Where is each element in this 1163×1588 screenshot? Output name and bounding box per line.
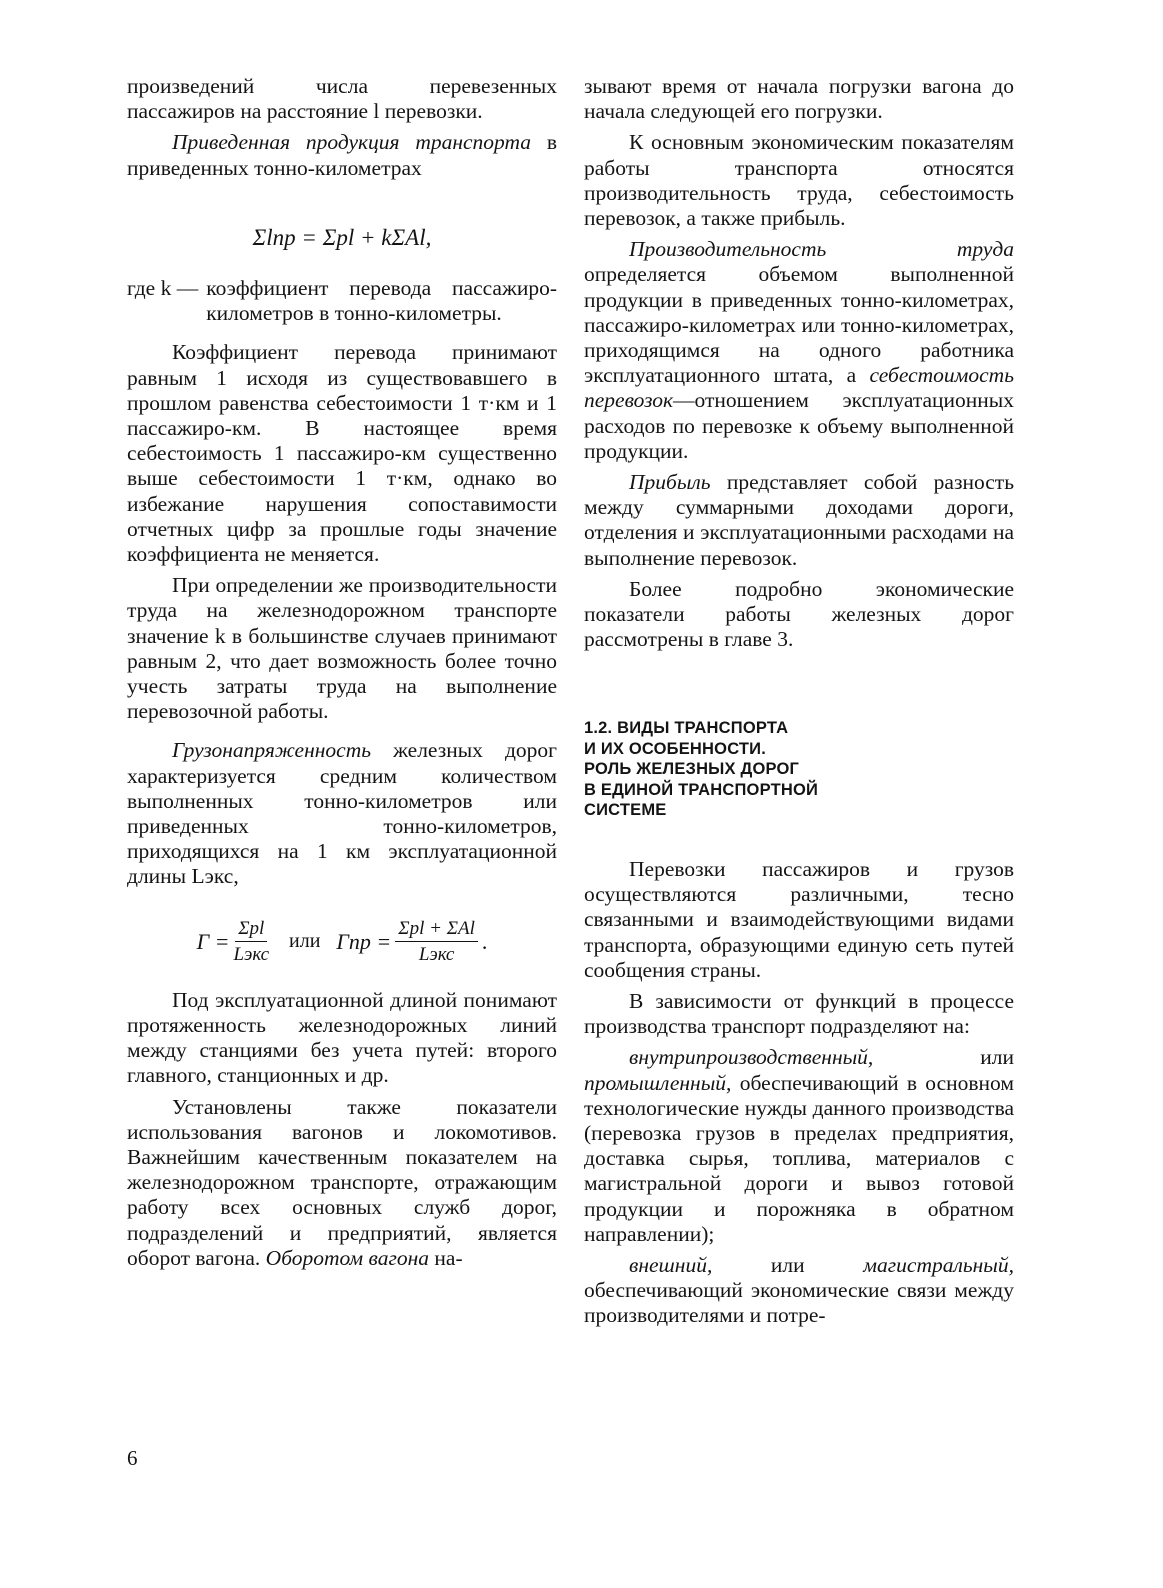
- term: Приведенная продукция транспорта: [172, 130, 532, 155]
- text: Установлены также показатели использования вагонов и локомотивов. Важнейшим качественным показателем на железнодорожном транспорте, отражающим работу всех основных служб дорог, подразделений и предприятий, является оборот вагона.: [127, 1094, 557, 1270]
- paragraph: зывают время от начала погрузки вагона до начала следующей его погрузки.: [584, 74, 1014, 124]
- text: представляет собой разность между суммарными доходами дороги, отделения и эксплуатационными расходами на выполнение перевозок.: [584, 470, 1014, 570]
- paragraph: К основным экономическим показателям работы транспорта относятся производительность труда, себестоимость перевозок, а также прибыль.: [584, 130, 1014, 231]
- term: Производительность труда: [629, 237, 1014, 262]
- term: внешний,: [629, 1253, 713, 1278]
- text: —отношением эксплуатационных расходов по перевозке к объему выполненной продукции.: [584, 388, 1014, 463]
- definition-term: где k —: [127, 276, 199, 301]
- text: обеспечивающий в основном технологические нужды данного производства (перевозка грузов в пределах предприятия, доставка сырья, топлива, материалов с магистральной дороги и вывоз готовой продукции и порожняка в обратном направлении);: [584, 1070, 1014, 1246]
- formula-end: .: [481, 929, 488, 955]
- term: Оборотом вагона: [265, 1245, 430, 1270]
- paragraph: [584, 237, 1014, 464]
- paragraph: Перевозки пассажиров и грузов осуществляются различными, тесно связанными и взаимодействующими видами транспорта, образующими единую сеть путей сообщения страны.: [584, 856, 1014, 982]
- term: магистральный,: [863, 1253, 1014, 1278]
- fraction: [395, 918, 478, 966]
- numerator: Σpl + ΣAl: [395, 918, 478, 942]
- formula-lhs: Г =: [196, 929, 230, 955]
- heading-line: СИСТЕМЕ: [584, 801, 667, 820]
- paragraph: [127, 130, 557, 180]
- text: на-: [429, 1245, 463, 1270]
- term: Грузонапряженность: [172, 738, 372, 763]
- paragraph: [584, 1253, 1014, 1329]
- term: себестоимость перевозок: [584, 363, 1014, 413]
- text: или: [712, 1253, 864, 1278]
- definition: [127, 276, 557, 326]
- right-column: [584, 74, 1014, 1329]
- heading-line: В ЕДИНОЙ ТРАНСПОРТНОЙ: [584, 780, 819, 799]
- paragraph: Под эксплуатационной длиной понимают протяженность железнодорожных линий между станциями без учета путей: второго главного, станционных и др.: [127, 987, 557, 1088]
- paragraph: При определении же производительности труда на железнодорожном транспорте значение k в большинстве случаев принимают равным 2, что дает возможность более точно учесть затраты труда на выполнение перевозочной работы.: [127, 573, 557, 724]
- fraction: [233, 918, 269, 966]
- heading-line: И ИХ ОСОБЕННОСТИ.: [584, 739, 767, 758]
- paragraph: [584, 1045, 1014, 1247]
- paragraph: Более подробно экономические показатели работы железных дорог рассмотрены в главе 3.: [584, 576, 1014, 652]
- text: железных дорог характеризуется средним количеством выполненных тонно-километров или приведенных тонно-километров, приходящихся на 1 км эксплуатационной длины Lэкс,: [127, 738, 557, 889]
- paragraph: [127, 1095, 557, 1271]
- paragraph: Коэффициент перевода принимают равным 1 исходя из существовавшего в прошлом равенства себестоимости 1 т·км и 1 пассажиро-км. В настоящее время себестоимость 1 пассажиро-км существенно выше себестоимости 1 т·км, однако во избежание нарушения сопоставимости отчетных цифр за прошлые годы значение коэффициента не меняется.: [127, 340, 557, 567]
- definition-body: коэффициент перевода пассажиро-километров в тонно-километры.: [206, 276, 557, 326]
- text: обеспечивающий экономические связи между производителями и потре-: [584, 1278, 1014, 1328]
- text: или: [873, 1045, 1014, 1070]
- numerator: Σpl: [235, 918, 267, 942]
- denominator: Lэкс: [233, 943, 270, 965]
- paragraph: произведений числа перевезенных пассажиров на расстояние l перевозки.: [127, 74, 557, 124]
- term: промышленный,: [584, 1070, 732, 1095]
- formula-or: или: [289, 930, 321, 953]
- formula-reduced-production: Σlпр = Σpl + kΣAl,: [252, 224, 432, 250]
- paragraph: [127, 738, 557, 889]
- heading-line: 1.2. ВИДЫ ТРАНСПОРТА: [584, 719, 789, 738]
- formula-cargo-density: [127, 918, 557, 966]
- denominator: Lэкс: [418, 943, 455, 965]
- section-heading: [584, 718, 1014, 821]
- left-column: [127, 74, 557, 1271]
- heading-line: РОЛЬ ЖЕЛЕЗНЫХ ДОРОГ: [584, 760, 800, 779]
- text: определяется объемом выполненной продукции в приведенных тонно-километрах, пассажиро-километрах или тонно-километрах, приходящимся на одного работника эксплуатационного штата, а: [584, 262, 1014, 388]
- page-number: 6: [127, 1446, 138, 1470]
- term: Прибыль: [629, 470, 711, 495]
- paragraph: В зависимости от функций в процессе производства транспорт подразделяют на:: [584, 988, 1014, 1039]
- formula-lhs: Гпр =: [336, 929, 392, 955]
- paragraph: [584, 470, 1014, 571]
- term: внутрипроизводственный,: [629, 1045, 874, 1070]
- text: в приведенных тонно-километрах: [127, 130, 557, 180]
